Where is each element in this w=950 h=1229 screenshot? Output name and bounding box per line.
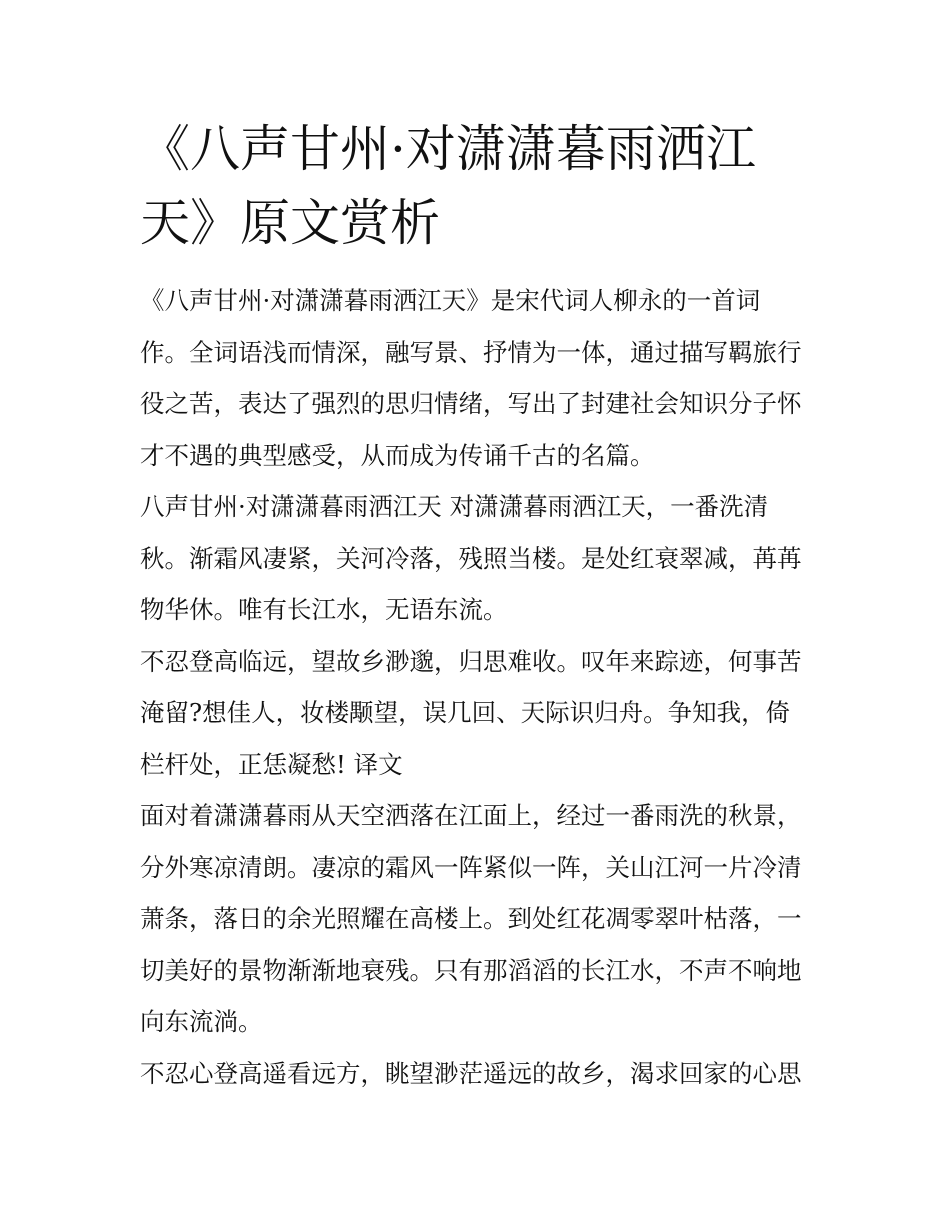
text-line: 役之苦，表达了强烈的思归情绪，写出了封建社会知识分子怀: [140, 389, 802, 418]
text-line: 向东流淌。: [140, 1007, 263, 1036]
text-line: 分外寒凉清朗。凄凉的霜风一阵紧似一阵，关山江河一片冷清: [140, 852, 802, 882]
text-line: 才不遇的典型感受，从而成为传诵千古的名篇。: [140, 440, 655, 470]
text-line: 秋。渐霜风凄紧，关河冷落，残照当楼。是处红衰翠减，苒苒: [140, 543, 802, 573]
text-line: 切美好的景物渐渐地衰残。只有那滔滔的长江水，不声不响地: [140, 955, 802, 985]
paragraph-poem-lower: [140, 643, 820, 798]
text-line: 萧条，落日的余光照耀在高楼上。到处红花凋零翠叶枯落，一: [140, 904, 802, 933]
document-title: [140, 112, 790, 260]
paragraph-intro: [140, 282, 820, 488]
text-line: 栏杆处，正恁凝愁! 译文: [140, 749, 403, 779]
text-line: 物华休。唯有长江水，无语东流。: [140, 595, 508, 624]
text-line: 八声甘州·对潇潇暮雨洒江天 对潇潇暮雨洒江天，一番洗清: [140, 492, 769, 521]
title-line: 《八声甘州·对潇潇暮雨洒江: [140, 120, 756, 178]
text-line: 面对着潇潇暮雨从天空洒落在江面上，经过一番雨洗的秋景，: [140, 801, 802, 830]
text-line: 淹留?想佳人，妆楼颙望，误几回、天际识归舟。争知我，倚: [140, 698, 791, 727]
paragraph-translation-cont: [140, 1055, 820, 1107]
title-line: 天》原文赏析: [140, 194, 440, 252]
text-line: 《八声甘州·对潇潇暮雨洒江天》是宋代词人柳永的一首词: [140, 286, 761, 315]
text-line: 不忍心登高遥看远方，眺望渺茫遥远的故乡，渴求回家的心思: [140, 1058, 802, 1088]
text-line: 作。全词语浅而情深，融写景、抒情为一体，通过描写羁旅行: [140, 337, 802, 367]
text-line: 不忍登高临远，望故乡渺邈，归思难收。叹年来踪迹，何事苦: [140, 646, 802, 676]
paragraph-translation: [140, 797, 820, 1055]
paragraph-poem-upper: [140, 488, 820, 643]
document-body: [140, 282, 820, 1106]
